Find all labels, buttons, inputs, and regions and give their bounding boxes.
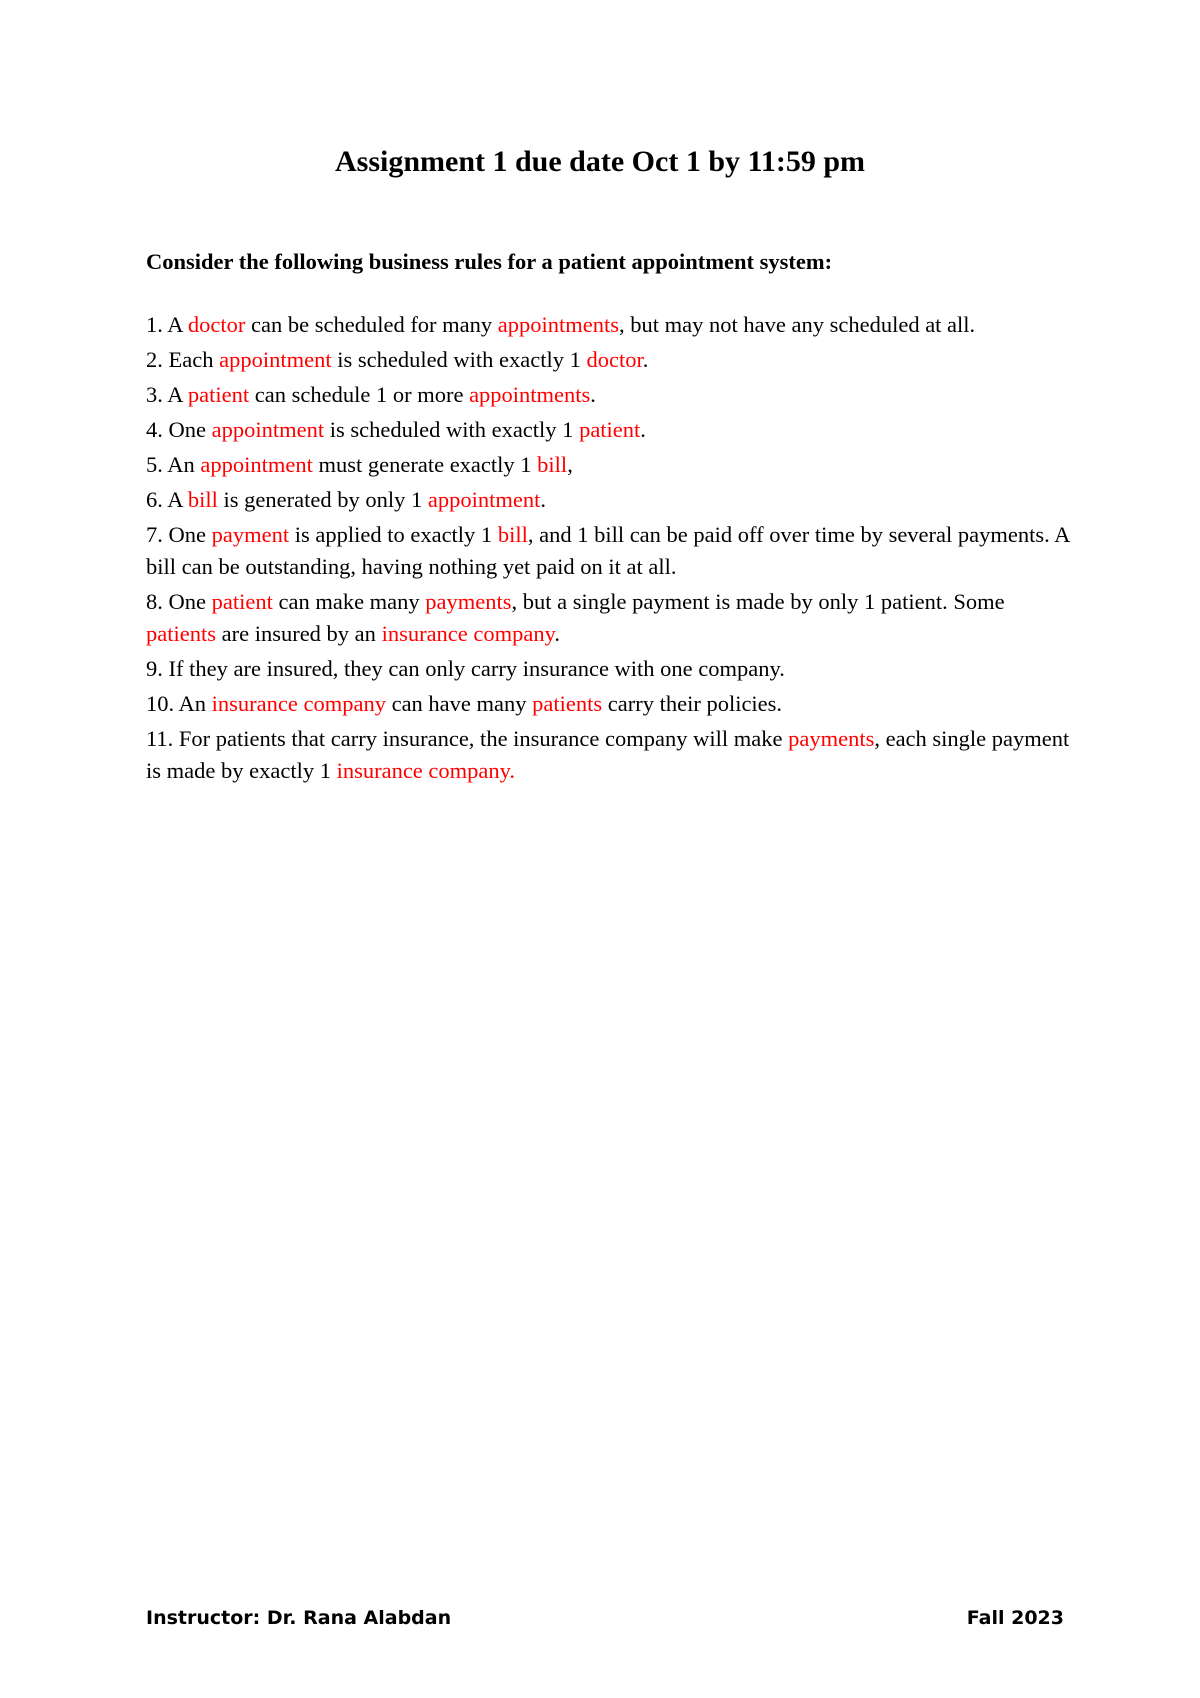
highlighted-term: insurance company bbox=[381, 621, 555, 646]
business-rules-list bbox=[146, 309, 1076, 790]
highlighted-term: bill bbox=[537, 452, 568, 477]
rule-text: 10. An bbox=[146, 691, 212, 716]
rule-text: is scheduled with exactly 1 bbox=[324, 417, 580, 442]
rule-text: 6. A bbox=[146, 487, 188, 512]
rule-text: can schedule 1 or more bbox=[249, 382, 470, 407]
rule-text: can be scheduled for many bbox=[245, 312, 498, 337]
highlighted-term: appointments bbox=[469, 382, 591, 407]
highlighted-term: payments bbox=[788, 726, 875, 751]
business-rule-1 bbox=[146, 309, 1076, 341]
rule-text: 11. For patients that carry insurance, the insurance company will make bbox=[146, 726, 789, 751]
highlighted-term: appointment bbox=[200, 452, 313, 477]
highlighted-term: appointment bbox=[219, 347, 332, 372]
rule-text: . bbox=[642, 347, 649, 372]
rule-text: is generated by only 1 bbox=[217, 487, 428, 512]
highlighted-term: appointments bbox=[497, 312, 620, 337]
business-rule-2 bbox=[146, 344, 1076, 376]
rule-text: . bbox=[554, 621, 561, 646]
rule-text: . bbox=[640, 417, 646, 442]
page-footer bbox=[146, 1605, 1064, 1631]
rule-text: 2. Each bbox=[146, 347, 220, 372]
rule-text: , each single payment is made by exactly 1 bbox=[146, 726, 1070, 783]
business-rule-5 bbox=[146, 449, 1076, 481]
rule-text: , but may not have any scheduled at all. bbox=[619, 312, 976, 337]
rule-text: are insured by an bbox=[215, 621, 382, 646]
rule-text: is applied to exactly 1 bbox=[289, 522, 498, 547]
highlighted-term: bill bbox=[497, 522, 528, 547]
rule-text: carry their policies. bbox=[602, 691, 783, 716]
rule-text: 7. One bbox=[146, 522, 212, 547]
business-rule-9 bbox=[146, 653, 1076, 685]
highlighted-term: patient bbox=[579, 417, 641, 442]
footer-instructor: Instructor: Dr. Rana Alabdan bbox=[146, 1607, 452, 1629]
business-rule-8 bbox=[146, 586, 1076, 650]
intro-heading: Consider the following business rules for a patient appointment system: bbox=[146, 249, 833, 274]
highlighted-term: insurance company. bbox=[336, 758, 516, 783]
highlighted-term: patient bbox=[211, 589, 273, 614]
highlighted-term: doctor bbox=[187, 312, 246, 337]
highlighted-term: bill bbox=[187, 487, 218, 512]
highlighted-term: payment bbox=[211, 522, 290, 547]
rule-text: . bbox=[590, 382, 596, 407]
highlighted-term: patient bbox=[187, 382, 250, 407]
rule-text: 5. An bbox=[146, 452, 201, 477]
rule-text: , bbox=[567, 452, 573, 477]
rule-text: , but a single payment is made by only 1 patient. Some bbox=[511, 589, 1005, 614]
rule-text: can make many bbox=[272, 589, 426, 614]
business-rule-11 bbox=[146, 723, 1076, 787]
business-rule-3 bbox=[146, 379, 1076, 411]
highlighted-term: patients bbox=[146, 621, 216, 646]
rule-text: 3. A bbox=[146, 382, 188, 407]
business-rule-6 bbox=[146, 484, 1076, 516]
rule-text: 4. One bbox=[146, 417, 212, 442]
highlighted-term: payments bbox=[425, 589, 512, 614]
business-rule-4 bbox=[146, 414, 1076, 446]
rule-text: can have many bbox=[385, 691, 533, 716]
rule-text: . bbox=[540, 487, 546, 512]
highlighted-term: patients bbox=[532, 691, 603, 716]
rule-text: 8. One bbox=[146, 589, 212, 614]
rule-text: must generate exactly 1 bbox=[312, 452, 538, 477]
assignment-title: Assignment 1 due date Oct 1 by 11:59 pm bbox=[334, 145, 866, 178]
highlighted-term: appointment bbox=[427, 487, 541, 512]
business-rule-7 bbox=[146, 519, 1076, 583]
rule-text: , and 1 bill can be paid off over time by several payments. A bill can be outstanding, having nothing yet paid on it at all. bbox=[146, 522, 1070, 579]
business-rule-10 bbox=[146, 688, 1076, 720]
rule-text: 9. If they are insured, they can only carry insurance with one company. bbox=[146, 656, 785, 681]
rule-text: 1. A bbox=[146, 312, 188, 337]
rule-text: is scheduled with exactly 1 bbox=[331, 347, 587, 372]
highlighted-term: doctor bbox=[586, 347, 643, 372]
highlighted-term: appointment bbox=[211, 417, 325, 442]
footer-term: Fall 2023 bbox=[966, 1607, 1064, 1629]
highlighted-term: insurance company bbox=[211, 691, 386, 716]
